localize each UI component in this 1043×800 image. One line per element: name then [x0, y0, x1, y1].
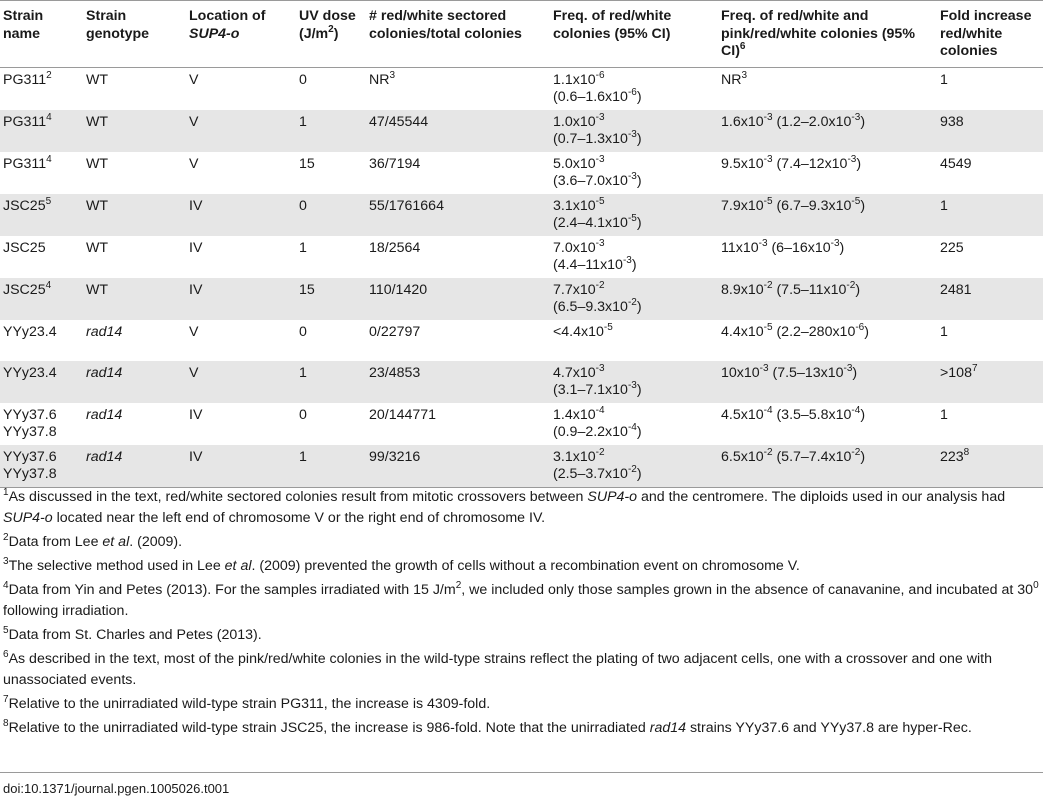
cell-sectored-count: $NR^3$ [369, 69, 396, 88]
cell-uv-dose: 0 [299, 71, 307, 88]
footnote: $^8$Relative to the unirradiated wild-type strain JSC25, the increase is 986-fold. Note that the unirradiated rad14 strains YYy37.6 and YYy37.8 are hyper-Rec. [3, 718, 972, 736]
footnote: $^2$Data from Lee et al. (2009). [3, 532, 183, 550]
cell-freq-red-white-pink: $11x10^{-3}$ $(6-16x10^{-3})$ [721, 237, 845, 256]
cell-fold-increase: 938 [937, 110, 1043, 152]
cell-freq-red-white-pink: $1.6x10^{-3}$ $(1.2-2.0x10^{-3})$ [718, 110, 937, 152]
cell-sectored-count: 99/3216 [366, 445, 550, 488]
cell-uv-dose: 0 [299, 406, 307, 423]
cell-freq-red-white: $7.0x10^{-3}$ $(4.4-11x10^{-3})$ [553, 237, 637, 273]
cell-fold-increase: 1 [940, 71, 948, 88]
cell-fold-increase: 1 [937, 194, 1043, 236]
cell-uv-dose: 0 [296, 194, 366, 236]
table-row [0, 403, 1043, 445]
cell-fold-increase: $223^8$ [937, 445, 1043, 488]
table-row [0, 236, 1043, 278]
column-header-fold-increase: Fold increase red/white colonies [937, 1, 1043, 68]
footnote: $^3$The selective method used in Lee et al. (2009) prevented the growth of cells without a recombination event on chromosome V. [3, 556, 800, 574]
cell-location: IV [186, 278, 296, 320]
table-row [0, 194, 1043, 236]
cell-strain-name: $JSC25^4$ [0, 278, 83, 320]
cell-sectored-count: 18/2564 [369, 239, 421, 256]
cell-freq-red-white: $7.7x10^{-2}$ $(6.5-9.3x10^{-2})$ [550, 278, 718, 320]
cell-freq-red-white: $1.0x10^{-3}$ $(0.7-1.3x10^{-3})$ [550, 110, 718, 152]
cell-sectored-count: 47/45544 [366, 110, 550, 152]
cell-freq-red-white: $3.1x10^{-5}$ $(2.4-4.1x10^{-5})$ [550, 194, 718, 236]
table-row [0, 320, 1043, 361]
cell-strain-genotype: rad14 [86, 323, 123, 340]
cell-sectored-count: 110/1420 [366, 278, 550, 320]
cell-sectored-count: 0/22797 [369, 323, 421, 340]
cell-freq-red-white: $<4.4x10^{-5}$ [553, 321, 613, 340]
table-row [0, 361, 1043, 403]
cell-strain-name: YYy37.6 YYy37.8 [3, 406, 57, 440]
cell-freq-red-white-pink: $10x10^{-3}$ $(7.5-13x10^{-3})$ [718, 361, 937, 403]
cell-strain-genotype: WT [83, 194, 186, 236]
column-header-freq-red-white: Freq. of red/white colonies (95% CI) [550, 1, 718, 68]
cell-strain-genotype: WT [83, 110, 186, 152]
cell-fold-increase: 4549 [940, 155, 972, 172]
cell-strain-genotype: rad14 [86, 406, 123, 423]
cell-freq-red-white-pink: $4.5x10^{-4}$ $(3.5-5.8x10^{-4})$ [721, 404, 866, 423]
cell-freq-red-white: $5.0x10^{-3}$ $(3.6-7.0x10^{-3})$ [553, 153, 642, 189]
cell-sectored-count: 20/144771 [369, 406, 437, 423]
footnote: $^7$Relative to the unirradiated wild-type strain PG311, the increase is 4309-fold. [3, 694, 491, 712]
footnote: $^4$Data from Yin and Petes (2013). For the samples irradiated with 15 $J/m^2$, we included only those samples grown in the absence of canavanine, and incubated at $30^0$ following irradiation. [3, 580, 1039, 619]
cell-freq-red-white: $1.4x10^{-4}$ $(0.9-2.2x10^{-4})$ [553, 404, 642, 440]
cell-strain-name: $PG311^4$ [3, 153, 52, 172]
table-row [0, 152, 1043, 194]
table-body [0, 67, 1043, 487]
cell-freq-red-white-pink: $6.5x10^{-2}$ $(5.7-7.4x10^{-2})$ [718, 445, 937, 488]
cell-uv-dose: 1 [296, 110, 366, 152]
cell-location: IV [189, 406, 203, 423]
cell-fold-increase: 1 [940, 406, 948, 423]
cell-location: IV [186, 445, 296, 488]
cell-location: V [189, 71, 199, 88]
cell-sectored-count: 23/4853 [366, 361, 550, 403]
cell-freq-red-white: $4.7x10^{-3}$ $(3.1-7.1x10^{-3})$ [550, 361, 718, 403]
cell-strain-name: JSC25 [3, 239, 46, 256]
cell-location: V [186, 361, 296, 403]
cell-freq-red-white-pink: $8.9x10^{-2}$ $(7.5-11x10^{-2})$ [718, 278, 937, 320]
header-row [0, 1, 1043, 68]
cell-strain-name: YYy23.4 [0, 361, 83, 403]
cell-strain-genotype: WT [86, 155, 109, 172]
cell-sectored-count: 36/7194 [369, 155, 421, 172]
cell-freq-red-white-pink: $4.4x10^{-5}$ $(2.2-280x10^{-6})$ [721, 321, 869, 340]
column-header-sectored-count: # red/white sectored colonies/total colonies [366, 1, 550, 68]
table-header [0, 1, 1043, 68]
footnote: $^5$Data from St. Charles and Petes (2013). [3, 625, 262, 643]
cell-strain-name: YYy23.4 [3, 323, 57, 340]
cell-location: V [189, 155, 199, 172]
cell-strain-genotype: WT [86, 239, 109, 256]
cell-freq-red-white-pink: $NR^3$ [721, 69, 748, 88]
cell-freq-red-white: $1.1x10^{-6}$ $(0.6-1.6x10^{-6})$ [553, 69, 642, 105]
cell-uv-dose: 15 [296, 278, 366, 320]
cell-freq-red-white-pink: $7.9x10^{-5}$ $(6.7-9.3x10^{-5})$ [718, 194, 937, 236]
footnotes [0, 487, 1040, 742]
table-row [0, 67, 1043, 110]
cell-strain-name: $PG311^4$ [0, 110, 83, 152]
cell-strain-genotype: WT [83, 278, 186, 320]
table-row [0, 445, 1043, 488]
cell-strain-name: $JSC25^5$ [0, 194, 83, 236]
bottom-divider [0, 772, 1043, 773]
doi-text: doi:10.1371/journal.pgen.1005026.t001 [3, 781, 230, 796]
cell-strain-genotype: WT [86, 71, 109, 88]
cell-strain-name: YYy37.6 YYy37.8 [0, 445, 83, 488]
column-header-strain-name: Strain name [0, 1, 83, 68]
column-header-location: Location of SUP4-o [186, 1, 296, 68]
table-row [0, 110, 1043, 152]
footnote: $^6$As described in the text, most of the pink/red/white colonies in the wild-type strains reflect the plating of two adjacent cells, one with a crossover and one with unassociated events. [3, 649, 992, 688]
cell-fold-increase: $>108^7$ [937, 361, 1043, 403]
cell-sectored-count: 55/1761664 [366, 194, 550, 236]
cell-uv-dose: 0 [299, 323, 307, 340]
cell-strain-genotype: rad14 [83, 361, 186, 403]
table-row [0, 278, 1043, 320]
cell-uv-dose: 1 [299, 239, 307, 256]
cell-strain-genotype: rad14 [83, 445, 186, 488]
cell-location: IV [189, 239, 203, 256]
column-header-uv-dose: UV dose $(J/m^2)$ [296, 1, 366, 68]
cell-freq-red-white-pink: $9.5x10^{-3}$ $(7.4-12x10^{-3})$ [721, 153, 862, 172]
cell-location: V [189, 323, 199, 340]
cell-location: V [186, 110, 296, 152]
cell-fold-increase: 1 [940, 323, 948, 340]
cell-uv-dose: 15 [299, 155, 315, 172]
column-header-strain-genotype: Strain genotype [83, 1, 186, 68]
cell-uv-dose: 1 [296, 361, 366, 403]
cell-freq-red-white: $3.1x10^{-2}$ $(2.5-3.7x10^{-2})$ [550, 445, 718, 488]
cell-uv-dose: 1 [296, 445, 366, 488]
cell-location: IV [186, 194, 296, 236]
footnote: $^1$As discussed in the text, red/white sectored colonies result from mitotic crossovers between SUP4-o and the centromere. The diploids used in our analysis had SUP4-o located near the left end of chromosome V or the right end of chromosome IV. [3, 487, 1006, 526]
cell-strain-name: $PG311^2$ [3, 69, 52, 88]
column-header-freq-red-white-pink: Freq. of red/white and pink/red/white colonies (95% CI)$^6$ [718, 1, 937, 68]
cell-fold-increase: 2481 [937, 278, 1043, 320]
cell-fold-increase: 225 [940, 239, 964, 256]
